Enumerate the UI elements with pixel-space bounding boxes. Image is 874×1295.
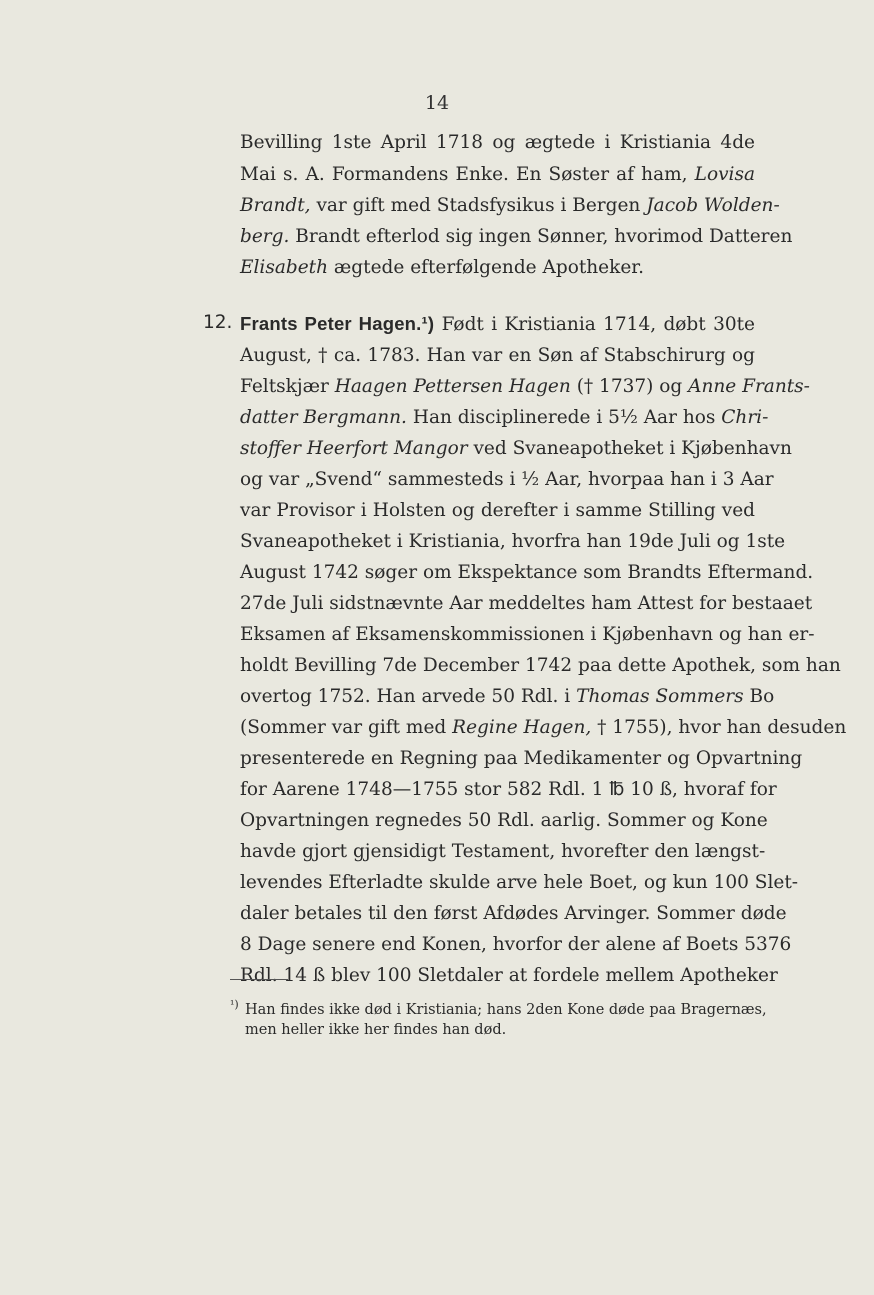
text-run: var gift med Stadsfysikus i Bergen (316, 195, 641, 216)
text-line (240, 225, 793, 249)
text-line: August, † ca. 1783. Han var en Søn af Stabschirurg og (240, 345, 755, 366)
text-run: Feltskjær (240, 376, 329, 397)
text-line: Rdl. 14 ß blev 100 Sletdaler at fordele mellem Apotheker (240, 965, 778, 986)
text-line (240, 256, 755, 280)
text-line: holdt Bevilling 7de December 1742 paa dette Apothek, som han (240, 655, 841, 676)
person-name: Anne Frants- (688, 376, 810, 397)
person-name: Jacob Wolden- (646, 195, 780, 216)
text-run: overtog 1752. Han arvede 50 Rdl. i (240, 686, 571, 707)
text-line: daler betales til den først Afdødes Arvinger. Sommer døde (240, 903, 787, 924)
text-run: ægtede efterfølgende Apotheker. (333, 257, 644, 278)
person-name: Chri- (721, 407, 769, 428)
text-run: Han disciplinerede i 5½ Aar hos (412, 407, 716, 428)
person-name: stoffer Heerfort Mangor (240, 438, 468, 459)
person-name: Brandt, (240, 195, 311, 216)
entry-heading: Frants Peter Hagen.¹) (240, 313, 435, 334)
text-run: († 1737) og (576, 376, 683, 397)
footnote-marker: ¹) (230, 998, 239, 1011)
text-line: og var „Svend“ sammesteds i ½ Aar, hvorpaa han i 3 Aar (240, 469, 774, 490)
person-name: Lovisa (694, 164, 755, 185)
page-number: 14 (424, 92, 450, 114)
text-line: var Provisor i Holsten og derefter i samme Stilling ved (240, 500, 755, 521)
text-run: ved Svaneapotheket i Kjøbenhavn (473, 438, 792, 459)
text-line: presenterede en Regning paa Medikamenter og Opvartning (240, 748, 803, 769)
text-line (240, 406, 769, 430)
text-line (240, 163, 755, 187)
text-run: Født i Kristiania 1714, døbt 30te (441, 314, 755, 335)
text-line (240, 716, 847, 740)
person-name: berg. (240, 226, 290, 247)
text-run: (Sommer var gift med (240, 717, 447, 738)
text-line (240, 194, 780, 218)
text-line (240, 437, 792, 461)
text-line (240, 685, 775, 709)
text-line: 8 Dage senere end Konen, hvorfor der alene af Boets 5376 (240, 934, 792, 955)
footnote-separator (230, 979, 288, 980)
text-line: levendes Efterladte skulde arve hele Boet, og kun 100 Slet- (240, 872, 799, 893)
text-line: Opvartningen regnedes 50 Rdl. aarlig. Sommer og Kone (240, 810, 768, 831)
text-line: August 1742 søger om Ekspektance som Brandts Eftermand. (240, 562, 814, 583)
text-line (240, 312, 755, 337)
text-line: 27de Juli sidstnævnte Aar meddeltes ham Attest for bestaaet (240, 593, 813, 614)
text-run: Bo (749, 686, 775, 707)
text-run: Brandt efterlod sig ingen Sønner, hvorimod Datteren (295, 226, 793, 247)
footnote-line: men heller ikke her findes han død. (245, 1022, 507, 1038)
footnote-line: Han findes ikke død i Kristiania; hans 2den Kone døde paa Bragernæs, (245, 1002, 767, 1018)
text-line: Bevilling 1ste April 1718 og ægtede i Kristiania 4de (240, 132, 755, 153)
person-name: Elisabeth (240, 257, 329, 278)
person-name: Haagen Pettersen Hagen (334, 376, 571, 397)
person-name: Regine Hagen, (452, 717, 592, 738)
text-line: Svaneapotheket i Kristiania, hvorfra han 19de Juli og 1ste (240, 531, 786, 552)
text-line: Eksamen af Eksamenskommissionen i Kjøbenhavn og han er- (240, 624, 815, 645)
person-name: datter Bergmann. (240, 407, 407, 428)
person-name: Thomas Sommers (576, 686, 744, 707)
text-line: for Aarene 1748—1755 stor 582 Rdl. 1 ℔ 10 ß, hvoraf for (240, 779, 777, 800)
text-line (240, 375, 810, 399)
text-run: Mai s. A. Formandens Enke. En Søster af ham, (240, 164, 688, 185)
text-line: havde gjort gjensidigt Testament, hvorefter den længst- (240, 841, 766, 862)
text-run: † 1755), hvor han desuden (597, 717, 847, 738)
entry-number: 12. (203, 312, 233, 333)
